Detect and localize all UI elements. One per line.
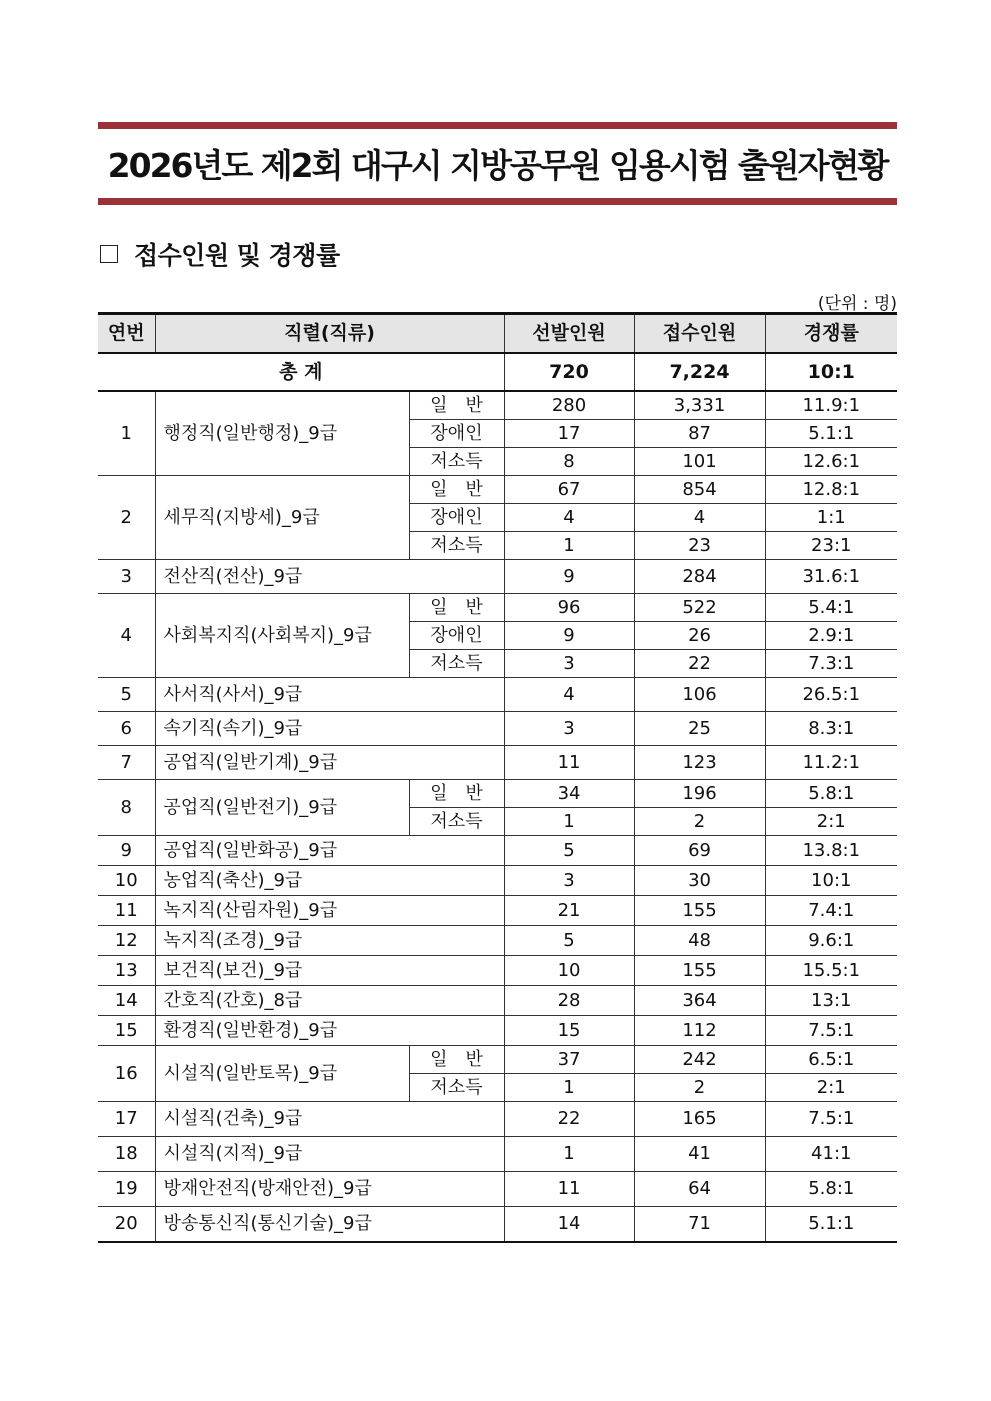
selected-count: 22 — [504, 1102, 634, 1137]
category-type: 장애인 — [409, 420, 504, 448]
row-number: 13 — [98, 956, 155, 986]
selected-count: 1 — [504, 1074, 634, 1102]
applied-count: 196 — [634, 780, 765, 808]
row-number: 2 — [98, 476, 155, 560]
category-type: 저소득 — [409, 532, 504, 560]
category-type: 일 반 — [409, 780, 504, 808]
position-name: 속기직(속기)_9급 — [155, 712, 504, 746]
table-row — [98, 1016, 897, 1046]
applied-count: 26 — [634, 622, 765, 650]
total-selected: 720 — [504, 353, 634, 391]
row-number: 8 — [98, 780, 155, 836]
competition-ratio: 7.5:1 — [765, 1102, 897, 1137]
selected-count: 280 — [504, 391, 634, 420]
row-number: 12 — [98, 926, 155, 956]
applied-count: 4 — [634, 504, 765, 532]
selected-count: 21 — [504, 896, 634, 926]
title-top-rule — [98, 122, 897, 129]
header-no: 연번 — [98, 314, 155, 354]
row-number: 10 — [98, 866, 155, 896]
row-number: 14 — [98, 986, 155, 1016]
competition-ratio: 5.1:1 — [765, 420, 897, 448]
applied-count: 155 — [634, 896, 765, 926]
table-row — [98, 1137, 897, 1172]
position-name: 방재안전직(방재안전)_9급 — [155, 1172, 504, 1207]
category-type: 일 반 — [409, 1046, 504, 1074]
row-number: 5 — [98, 678, 155, 712]
table-row — [98, 391, 897, 420]
competition-ratio: 2:1 — [765, 808, 897, 836]
selected-count: 9 — [504, 622, 634, 650]
category-type: 저소득 — [409, 448, 504, 476]
applied-count: 22 — [634, 650, 765, 678]
selected-count: 3 — [504, 650, 634, 678]
category-type: 저소득 — [409, 1074, 504, 1102]
applied-count: 87 — [634, 420, 765, 448]
competition-ratio: 6.5:1 — [765, 1046, 897, 1074]
total-applied: 7,224 — [634, 353, 765, 391]
table-row — [98, 896, 897, 926]
selected-count: 4 — [504, 678, 634, 712]
header-applied: 접수인원 — [634, 314, 765, 354]
competition-ratio: 5.8:1 — [765, 1172, 897, 1207]
total-row — [98, 353, 897, 391]
applied-count: 2 — [634, 808, 765, 836]
selected-count: 8 — [504, 448, 634, 476]
position-name: 녹지직(조경)_9급 — [155, 926, 504, 956]
row-number: 3 — [98, 560, 155, 594]
selected-count: 4 — [504, 504, 634, 532]
table-row — [98, 780, 897, 808]
applied-count: 112 — [634, 1016, 765, 1046]
competition-ratio: 5.1:1 — [765, 1207, 897, 1243]
selected-count: 9 — [504, 560, 634, 594]
header-ratio: 경쟁률 — [765, 314, 897, 354]
competition-ratio: 31.6:1 — [765, 560, 897, 594]
applied-count: 69 — [634, 836, 765, 866]
row-number: 9 — [98, 836, 155, 866]
selected-count: 5 — [504, 926, 634, 956]
header-row — [98, 314, 897, 354]
position-name: 보건직(보건)_9급 — [155, 956, 504, 986]
position-name: 농업직(축산)_9급 — [155, 866, 504, 896]
position-name: 사서직(사서)_9급 — [155, 678, 504, 712]
applied-count: 364 — [634, 986, 765, 1016]
competition-ratio: 7.4:1 — [765, 896, 897, 926]
competition-ratio: 10:1 — [765, 866, 897, 896]
section-heading: 접수인원 및 경쟁률 — [134, 241, 340, 270]
table-row — [98, 476, 897, 504]
category-type: 장애인 — [409, 622, 504, 650]
table-row — [98, 1207, 897, 1243]
selected-count: 10 — [504, 956, 634, 986]
page-title: 2026년도 제2회 대구시 지방공무원 임용시험 출원자현황 — [107, 146, 888, 185]
position-name: 공업직(일반전기)_9급 — [155, 780, 409, 836]
selected-count: 11 — [504, 746, 634, 780]
competition-ratio: 5.8:1 — [765, 780, 897, 808]
competition-ratio: 13.8:1 — [765, 836, 897, 866]
selected-count: 96 — [504, 594, 634, 622]
competition-ratio: 7.5:1 — [765, 1016, 897, 1046]
selected-count: 1 — [504, 532, 634, 560]
competition-ratio: 41:1 — [765, 1137, 897, 1172]
competition-ratio: 13:1 — [765, 986, 897, 1016]
position-name: 공업직(일반화공)_9급 — [155, 836, 504, 866]
competition-ratio: 7.3:1 — [765, 650, 897, 678]
header-position: 직렬(직류) — [155, 314, 504, 354]
selected-count: 67 — [504, 476, 634, 504]
competition-ratio: 12.6:1 — [765, 448, 897, 476]
category-type: 일 반 — [409, 594, 504, 622]
position-name: 시설직(건축)_9급 — [155, 1102, 504, 1137]
applied-count: 284 — [634, 560, 765, 594]
selected-count: 11 — [504, 1172, 634, 1207]
selected-count: 17 — [504, 420, 634, 448]
position-name: 시설직(일반토목)_9급 — [155, 1046, 409, 1102]
table-row — [98, 1102, 897, 1137]
title-bottom-rule — [98, 198, 897, 205]
selected-count: 3 — [504, 866, 634, 896]
applied-count: 48 — [634, 926, 765, 956]
table-row — [98, 836, 897, 866]
applied-count: 101 — [634, 448, 765, 476]
position-name: 공업직(일반기계)_9급 — [155, 746, 504, 780]
table-row — [98, 956, 897, 986]
competition-ratio: 1:1 — [765, 504, 897, 532]
row-number: 19 — [98, 1172, 155, 1207]
applied-count: 64 — [634, 1172, 765, 1207]
row-number: 17 — [98, 1102, 155, 1137]
applicants-table — [98, 312, 897, 1243]
table-row — [98, 866, 897, 896]
applied-count: 41 — [634, 1137, 765, 1172]
competition-ratio: 26.5:1 — [765, 678, 897, 712]
total-ratio: 10:1 — [765, 353, 897, 391]
row-number: 6 — [98, 712, 155, 746]
selected-count: 28 — [504, 986, 634, 1016]
selected-count: 34 — [504, 780, 634, 808]
row-number: 11 — [98, 896, 155, 926]
table-row — [98, 1172, 897, 1207]
row-number: 18 — [98, 1137, 155, 1172]
row-number: 4 — [98, 594, 155, 678]
applied-count: 2 — [634, 1074, 765, 1102]
category-type: 일 반 — [409, 391, 504, 420]
applied-count: 3,331 — [634, 391, 765, 420]
table-row — [98, 746, 897, 780]
section-header — [100, 236, 340, 272]
selected-count: 1 — [504, 1137, 634, 1172]
applied-count: 522 — [634, 594, 765, 622]
applied-count: 30 — [634, 866, 765, 896]
applied-count: 155 — [634, 956, 765, 986]
applied-count: 106 — [634, 678, 765, 712]
applied-count: 123 — [634, 746, 765, 780]
applied-count: 23 — [634, 532, 765, 560]
table-row — [98, 712, 897, 746]
selected-count: 3 — [504, 712, 634, 746]
table-row — [98, 1046, 897, 1074]
table-row — [98, 986, 897, 1016]
table-row — [98, 594, 897, 622]
applied-count: 242 — [634, 1046, 765, 1074]
row-number: 1 — [98, 391, 155, 476]
applied-count: 165 — [634, 1102, 765, 1137]
total-label: 총 계 — [98, 353, 504, 391]
competition-ratio: 15.5:1 — [765, 956, 897, 986]
competition-ratio: 12.8:1 — [765, 476, 897, 504]
competition-ratio: 2:1 — [765, 1074, 897, 1102]
competition-ratio: 8.3:1 — [765, 712, 897, 746]
table-row — [98, 926, 897, 956]
selected-count: 37 — [504, 1046, 634, 1074]
competition-ratio: 5.4:1 — [765, 594, 897, 622]
header-selected: 선발인원 — [504, 314, 634, 354]
applied-count: 25 — [634, 712, 765, 746]
position-name: 행정직(일반행정)_9급 — [155, 391, 409, 476]
competition-ratio: 23:1 — [765, 532, 897, 560]
position-name: 간호직(간호)_8급 — [155, 986, 504, 1016]
square-bullet-icon — [100, 245, 118, 263]
unit-note: (단위 : 명) — [817, 294, 897, 314]
competition-ratio: 9.6:1 — [765, 926, 897, 956]
category-type: 장애인 — [409, 504, 504, 532]
category-type: 일 반 — [409, 476, 504, 504]
position-name: 세무직(지방세)_9급 — [155, 476, 409, 560]
row-number: 15 — [98, 1016, 155, 1046]
competition-ratio: 11.2:1 — [765, 746, 897, 780]
row-number: 16 — [98, 1046, 155, 1102]
competition-ratio: 11.9:1 — [765, 391, 897, 420]
table-row — [98, 678, 897, 712]
selected-count: 14 — [504, 1207, 634, 1243]
selected-count: 15 — [504, 1016, 634, 1046]
selected-count: 1 — [504, 808, 634, 836]
position-name: 시설직(지적)_9급 — [155, 1137, 504, 1172]
table-row — [98, 560, 897, 594]
position-name: 방송통신직(통신기술)_9급 — [155, 1207, 504, 1243]
competition-ratio: 2.9:1 — [765, 622, 897, 650]
applied-count: 854 — [634, 476, 765, 504]
position-name: 환경직(일반환경)_9급 — [155, 1016, 504, 1046]
position-name: 전산직(전산)_9급 — [155, 560, 504, 594]
category-type: 저소득 — [409, 650, 504, 678]
selected-count: 5 — [504, 836, 634, 866]
position-name: 사회복지직(사회복지)_9급 — [155, 594, 409, 678]
applied-count: 71 — [634, 1207, 765, 1243]
title-banner — [98, 122, 897, 205]
row-number: 7 — [98, 746, 155, 780]
row-number: 20 — [98, 1207, 155, 1243]
position-name: 녹지직(산림자원)_9급 — [155, 896, 504, 926]
category-type: 저소득 — [409, 808, 504, 836]
